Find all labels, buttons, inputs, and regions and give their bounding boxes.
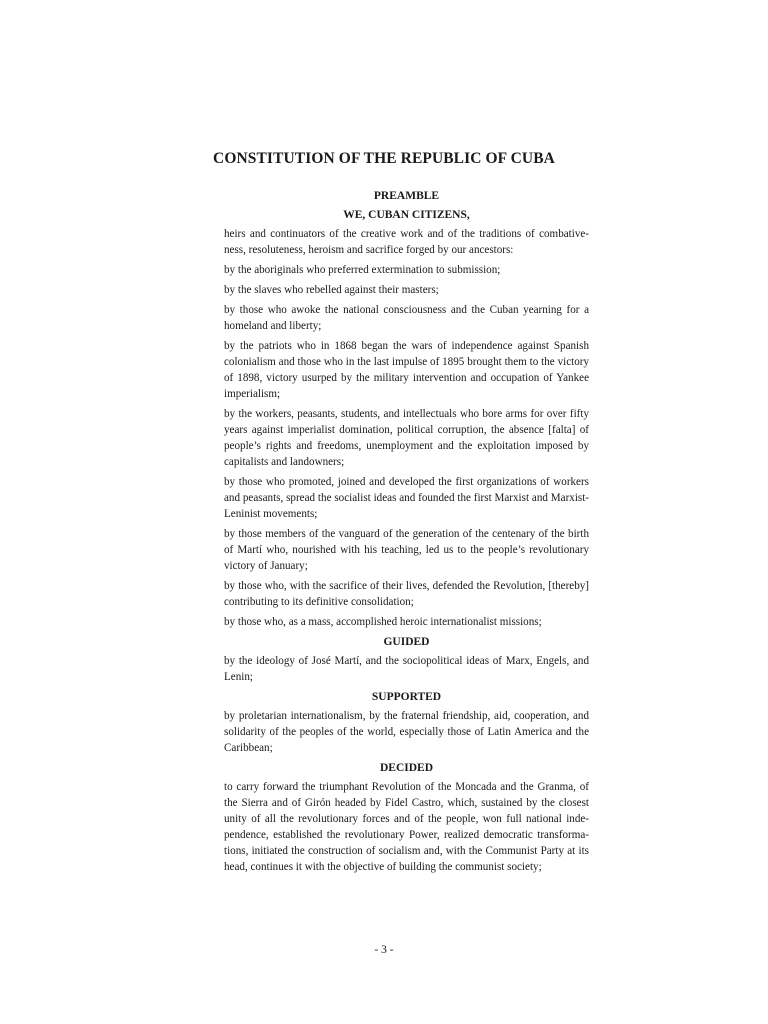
decided-paragraph: to carry forward the triumphant Revolution of the Moncada and the Granma, of the Sierra and of Girón headed by Fidel Castro, which, sustained by the closest unity of all the revolutionary forces and of the people, won full national inde-pendence, established the revolutionary Power, realized democratic transforma-tions, initiated the construction of socialism and, with the Communist Party at its head, continues it with the objective of building the communist society; <box>224 781 589 873</box>
supported-paragraph: by proletarian internationalism, by the fraternal friendship, aid, cooperation, and solidarity of the peoples of the world, especially those of Latin America and the Caribbean; <box>224 710 589 754</box>
page-number: - 3 - <box>374 944 394 956</box>
guided-heading: GUIDED <box>383 636 430 648</box>
by-paragraph-slaves: by the slaves who rebelled against their masters; <box>224 284 439 296</box>
preamble-heading: PREAMBLE <box>373 190 440 202</box>
by-paragraph-aboriginals: by the aboriginals who preferred extermination to submission; <box>224 264 501 276</box>
document-body <box>224 188 589 879</box>
by-paragraph-patriots: by the patriots who in 1868 began the wars of independence against Spanish colonialism and those who in the last impulse of 1895 brought them to the victory of 1898, victory usurped by the military intervention and occupation of Yankee imperialism; <box>224 340 589 400</box>
by-paragraph-internationalist: by those who, as a mass, accomplished heroic internationalist missions; <box>224 616 542 628</box>
by-paragraph-workers: by the workers, peasants, students, and intellectuals who bore arms for over fifty years against imperialist domination, political corruption, the absence [falta] of people’s rights and freedoms, unemployment and the exploitation imposed by capitalists and landowners; <box>224 408 589 468</box>
by-paragraph-organizations: by those who promoted, joined and developed the first organizations of workers and peasants, spread the socialist ideas and founded the first Marxist and Marxist-Leninist movements; <box>224 476 589 520</box>
decided-heading: DECIDED <box>379 762 434 774</box>
citizens-heading: WE, CUBAN CITIZENS, <box>343 209 470 221</box>
document-title: CONSTITUTION OF THE REPUBLIC OF CUBA <box>213 150 555 167</box>
by-paragraph-sacrifice: by those who, with the sacrifice of their lives, defended the Revolution, [thereby] contributing to its definitive consolidation; <box>224 580 589 608</box>
by-paragraph-vanguard: by those members of the vanguard of the generation of the centenary of the birth of Martí who, nourished with his teaching, led us to the people’s revolutionary victory of January; <box>224 528 589 572</box>
by-paragraph-national-consciousness: by those who awoke the national consciousness and the Cuban yearning for a homeland and liberty; <box>224 304 589 332</box>
supported-heading: SUPPORTED <box>371 691 442 703</box>
intro-paragraph: heirs and continuators of the creative work and of the traditions of combative-ness, resoluteness, heroism and sacrifice forged by our ancestors: <box>224 228 589 256</box>
guided-paragraph: by the ideology of José Martí, and the sociopolitical ideas of Marx, Engels, and Lenin; <box>224 655 589 683</box>
